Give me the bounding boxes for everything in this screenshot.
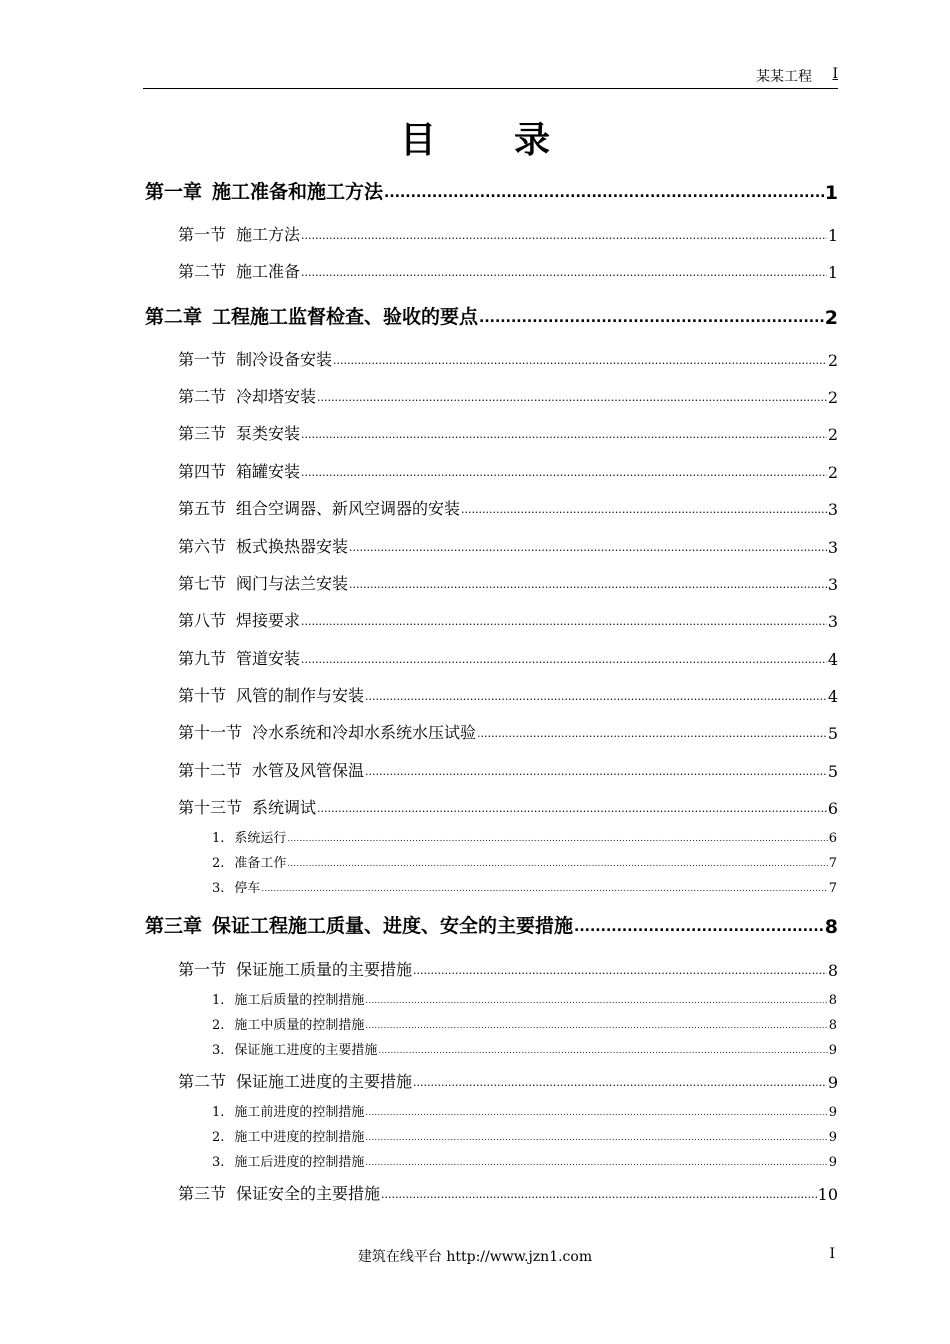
toc-entry-text: 施工准备和施工方法	[212, 181, 384, 203]
toc-entry-number: 第三节	[178, 424, 227, 443]
toc-entry-label	[212, 852, 286, 871]
toc-entry-label	[178, 646, 300, 669]
toc-entry-text: 准备工作	[234, 856, 287, 871]
toc-entry-number: 2.	[212, 1130, 225, 1145]
toc-entry-number: 第一节	[178, 225, 227, 244]
toc-entry-page: 9	[828, 1155, 837, 1170]
toc-entry-text: 组合空调器、新风空调器的安装	[236, 499, 461, 518]
toc-dot-leader	[317, 800, 827, 818]
toc-entry-number: 第三章	[145, 915, 203, 937]
toc-entry-number: 第二章	[145, 306, 203, 328]
toc-dot-leader	[381, 1186, 817, 1204]
toc-entry-label	[212, 1151, 364, 1170]
toc-entry-label	[145, 177, 383, 204]
toc-entry-number: 第一章	[145, 181, 203, 203]
toc-entry-label	[178, 608, 300, 631]
toc-entry-label	[178, 459, 300, 482]
toc-entry-page: 3	[827, 538, 838, 557]
toc-entry-page: 10	[817, 1185, 838, 1204]
toc-entry-text: 焊接要求	[236, 611, 301, 630]
toc-entry-page: 9	[828, 1105, 837, 1120]
footer-page-number: I	[829, 1246, 835, 1262]
toc-entry-page: 5	[827, 762, 838, 781]
toc-entry-text: 施工方法	[236, 225, 301, 244]
toc-entry-page: 2	[827, 388, 838, 407]
toc-entry-page: 8	[828, 993, 837, 1008]
toc-dot-leader	[333, 352, 827, 370]
toc-entry-label	[178, 571, 348, 594]
toc-entry[interactable]	[145, 303, 838, 329]
toc-entry-label	[145, 911, 573, 938]
toc-entry-page: 7	[828, 856, 837, 871]
toc-entry-page: 6	[827, 799, 838, 818]
toc-entry-text: 保证施工进度的主要措施	[234, 1043, 378, 1058]
toc-entry[interactable]	[212, 1127, 837, 1145]
toc-entry-number: 第二节	[178, 262, 227, 281]
toc-entry-number: 第四节	[178, 462, 227, 481]
toc-entry[interactable]	[178, 535, 838, 557]
toc-entry-page: 3	[827, 500, 838, 519]
toc-entry-text: 泵类安装	[236, 424, 301, 443]
toc-dot-leader	[477, 725, 827, 743]
toc-entry[interactable]	[212, 878, 837, 896]
toc-entry-number: 第一节	[178, 960, 227, 979]
toc-entry[interactable]	[178, 1182, 838, 1204]
toc-entry-label	[178, 795, 316, 818]
toc-entry[interactable]	[178, 572, 838, 594]
toc-entry-label	[178, 347, 332, 370]
toc-entry[interactable]	[178, 422, 838, 444]
toc-entry-label	[212, 1101, 364, 1120]
toc-entry-page: 5	[827, 724, 838, 743]
toc-entry[interactable]	[178, 958, 838, 980]
toc-dot-leader	[365, 994, 827, 1008]
toc-entry-number: 第三节	[178, 1184, 227, 1203]
toc-dot-leader	[349, 539, 827, 557]
toc-entry-number: 第十一节	[178, 723, 243, 742]
toc-entry-label	[212, 1014, 364, 1033]
toc-entry-label	[178, 384, 316, 407]
toc-entry-label	[212, 1039, 377, 1058]
header-title: 某某工程	[756, 69, 812, 85]
toc-entry-number: 第二节	[178, 1072, 227, 1091]
toc-dot-leader	[301, 264, 827, 282]
toc-entry-text: 施工准备	[236, 262, 301, 281]
toc-entry[interactable]	[178, 260, 838, 282]
toc-entry-number: 1.	[212, 831, 225, 846]
toc-entry-page: 2	[827, 351, 838, 370]
toc-entry-text: 系统调试	[252, 798, 317, 817]
toc-entry-number: 1.	[212, 993, 225, 1008]
toc-entry-text: 风管的制作与安装	[236, 686, 365, 705]
toc-entry-text: 冷水系统和冷却水系统水压试验	[252, 723, 477, 742]
toc-entry-text: 制冷设备安装	[236, 350, 333, 369]
toc-entry-page: 3	[827, 575, 838, 594]
toc-entry-number: 第五节	[178, 499, 227, 518]
toc-entry-page: 9	[828, 1130, 837, 1145]
toc-entry-page: 4	[827, 687, 838, 706]
toc-entry[interactable]	[178, 759, 838, 781]
toc-entry[interactable]	[212, 1040, 837, 1058]
toc-entry-text: 保证施工进度的主要措施	[236, 1072, 413, 1091]
toc-entry[interactable]	[178, 223, 838, 245]
toc-entry-text: 管道安装	[236, 649, 301, 668]
toc-entry-number: 第九节	[178, 649, 227, 668]
toc-entry-number: 第一节	[178, 350, 227, 369]
toc-entry-label	[178, 421, 300, 444]
toc-entry-text: 施工前进度的控制措施	[234, 1105, 365, 1120]
toc-dot-leader	[365, 1131, 827, 1145]
page-footer: 建筑在线平台 http://www.jzn1.com	[357, 1249, 593, 1265]
toc-entry-label	[178, 259, 300, 282]
toc-entry-text: 保证施工质量的主要措施	[236, 960, 413, 979]
toc-entry-page: 2	[824, 307, 838, 329]
toc-entry[interactable]	[178, 385, 838, 407]
toc-dot-leader	[287, 832, 827, 846]
toc-entry-label	[178, 758, 364, 781]
toc-entry-label	[212, 827, 286, 846]
toc-entry[interactable]	[178, 1070, 838, 1092]
toc-entry-label	[212, 1126, 364, 1145]
toc-entry-number: 第二节	[178, 387, 227, 406]
toc-entry-label	[145, 302, 478, 329]
toc-entry-page: 8	[827, 961, 838, 980]
toc-dot-leader	[261, 882, 827, 896]
toc-entry-number: 第七节	[178, 574, 227, 593]
toc-entry-page: 8	[828, 1018, 837, 1033]
toc-entry-number: 第十节	[178, 686, 227, 705]
toc-entry-label	[178, 496, 460, 519]
toc-dot-leader	[378, 1044, 827, 1058]
toc-dot-leader	[301, 426, 827, 444]
toc-entry-text: 施工中质量的控制措施	[234, 1018, 365, 1033]
toc-entry[interactable]	[145, 912, 838, 938]
toc-entry-label	[178, 1069, 412, 1092]
toc-entry-text: 施工后质量的控制措施	[234, 993, 365, 1008]
toc-entry-page: 1	[827, 226, 838, 245]
toc-dot-leader	[413, 1074, 827, 1092]
toc-entry[interactable]	[212, 1015, 837, 1033]
toc-entry-number: 第六节	[178, 537, 227, 556]
toc-entry-number: 2.	[212, 1018, 225, 1033]
toc-dot-leader	[301, 651, 827, 669]
toc-dot-leader	[365, 1019, 827, 1033]
toc-entry[interactable]	[212, 1152, 837, 1170]
toc-dot-leader	[384, 182, 824, 204]
toc-entry-page: 8	[824, 916, 838, 938]
toc-entry[interactable]	[178, 348, 838, 370]
toc-entry[interactable]	[212, 990, 837, 1008]
toc-entry-page: 9	[827, 1073, 838, 1092]
toc-entry[interactable]	[212, 828, 837, 846]
toc-entry-number: 第十二节	[178, 761, 243, 780]
toc-dot-leader	[461, 501, 827, 519]
toc-entry-page: 7	[828, 881, 837, 896]
toc-entry-number: 2.	[212, 856, 225, 871]
toc-entry-label	[178, 683, 364, 706]
toc-entry[interactable]	[178, 497, 838, 519]
toc-entry-text: 保证安全的主要措施	[236, 1184, 381, 1203]
toc-entry-text: 系统运行	[234, 831, 287, 846]
toc-entry-page: 3	[827, 612, 838, 631]
toc-entry[interactable]	[212, 1102, 837, 1120]
toc-title: 目录	[399, 120, 628, 161]
toc-dot-leader	[413, 962, 827, 980]
toc-entry-page: 9	[828, 1043, 837, 1058]
toc-entry-label	[212, 989, 364, 1008]
toc-entry-label	[178, 720, 476, 743]
toc-entry[interactable]	[178, 796, 838, 818]
header-page-number: I	[832, 66, 838, 82]
toc-entry[interactable]	[212, 853, 837, 871]
toc-entry[interactable]	[178, 684, 838, 706]
toc-dot-leader	[349, 576, 827, 594]
toc-dot-leader	[301, 464, 827, 482]
toc-entry-text: 冷却塔安装	[236, 387, 317, 406]
toc-entry[interactable]	[178, 460, 838, 482]
toc-entry-text: 保证工程施工质量、进度、安全的主要措施	[212, 915, 574, 937]
toc-entry-label	[212, 877, 260, 896]
toc-entry-text: 水管及风管保温	[252, 761, 365, 780]
toc-entry-label	[178, 222, 300, 245]
toc-dot-leader	[365, 1106, 827, 1120]
toc-dot-leader	[365, 688, 827, 706]
toc-entry-text: 施工中进度的控制措施	[234, 1130, 365, 1145]
toc-entry-page: 1	[824, 182, 838, 204]
toc-dot-leader	[301, 613, 827, 631]
toc-dot-leader	[574, 916, 824, 938]
toc-entry-page: 2	[827, 463, 838, 482]
toc-entry[interactable]	[178, 721, 838, 743]
toc-entry-page: 4	[827, 650, 838, 669]
toc-entry-number: 3.	[212, 881, 225, 896]
toc-entry-number: 1.	[212, 1105, 225, 1120]
toc-entry-page: 2	[827, 425, 838, 444]
toc-dot-leader	[301, 227, 827, 245]
toc-dot-leader	[365, 763, 827, 781]
toc-entry-text: 施工后进度的控制措施	[234, 1155, 365, 1170]
toc-dot-leader	[365, 1156, 827, 1170]
toc-entry-page: 6	[828, 831, 837, 846]
toc-entry-label	[178, 957, 412, 980]
toc-entry-text: 停车	[234, 881, 261, 896]
toc-entry-number: 3.	[212, 1155, 225, 1170]
toc-entry[interactable]	[178, 647, 838, 669]
toc-entry-text: 板式换热器安装	[236, 537, 349, 556]
toc-dot-leader	[287, 857, 827, 871]
toc-entry[interactable]	[145, 178, 838, 204]
toc-entry-text: 箱罐安装	[236, 462, 301, 481]
toc-entry-label	[178, 1181, 380, 1204]
toc-entry-text: 阀门与法兰安装	[236, 574, 349, 593]
toc-entry-label	[178, 534, 348, 557]
toc-entry[interactable]	[178, 609, 838, 631]
toc-entry-text: 工程施工监督检查、验收的要点	[212, 306, 479, 328]
toc-entry-page: 1	[827, 263, 838, 282]
toc-entry-number: 3.	[212, 1043, 225, 1058]
toc-dot-leader	[479, 307, 824, 329]
toc-entry-number: 第十三节	[178, 798, 243, 817]
toc-entry-number: 第八节	[178, 611, 227, 630]
toc-dot-leader	[317, 389, 827, 407]
